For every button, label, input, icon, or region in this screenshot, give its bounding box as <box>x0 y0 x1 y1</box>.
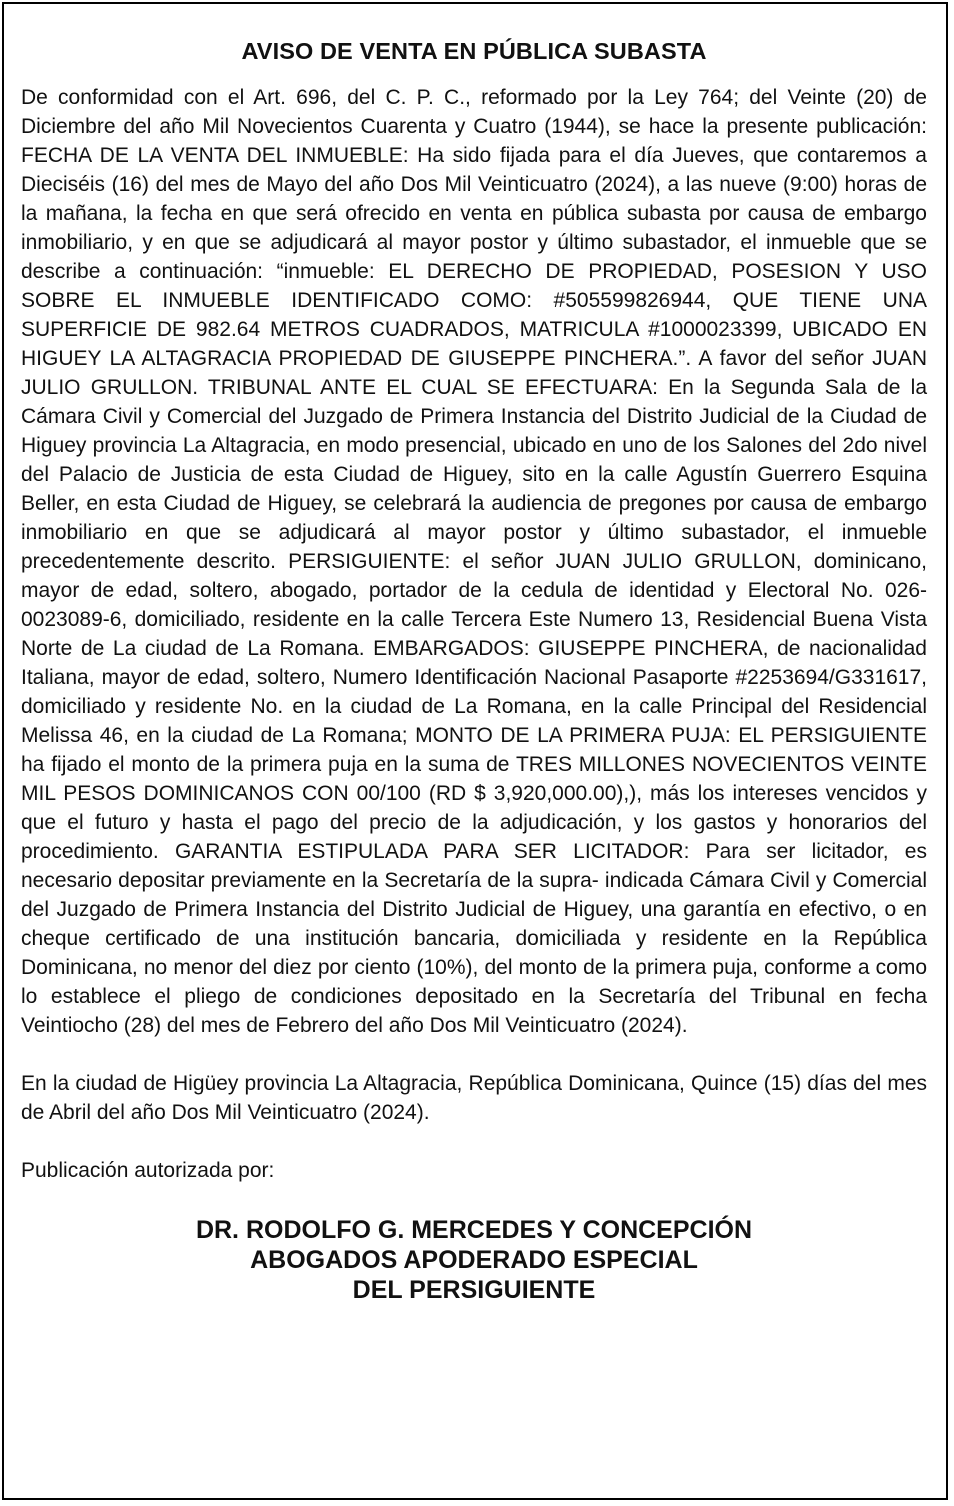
authorized-by-label: Publicación autorizada por: <box>21 1159 275 1182</box>
signature-line-1: DR. RODOLFO G. MERCEDES Y CONCEPCIÓN <box>195 1216 753 1244</box>
place-date-paragraph: En la ciudad de Higüey provincia La Altagracia, República Dominicana, Quince (15) días del mes de Abril del año Dos Mil Veinticuatro (2024). <box>21 1072 927 1124</box>
signature-line-2: ABOGADOS APODERADO ESPECIAL <box>250 1246 698 1274</box>
notice-content <box>21 38 927 1305</box>
paragraph-spacer <box>21 1040 927 1069</box>
notice-title: AVISO DE VENTA EN PÚBLICA SUBASTA <box>241 38 707 64</box>
notice-body: De conformidad con el Art. 696, del C. P. C., reformado por la Ley 764; del Veinte (20) de Diciembre del año Mil Novecientos Cuarenta y Cuatro (1944), se hace la presente publicación: FECHA DE LA VENTA DEL INMUEBLE: Ha sido fijada para el día Jueves, que contaremos a Dieciséis (16) del mes de Mayo del año Dos Mil Veinticuatro (2024), a las nueve (9:00) horas de la mañana, la fecha en que será ofrecido en venta en pública subasta por causa de embargo inmobiliario, y en que se adjudicará al mayor postor y último subastador, el inmueble que se describe a continuación: “inmueble: EL DERECHO DE PROPIEDAD, POSESION Y USO SOBRE EL INMUEBLE IDENTIFICADO COMO: #505599826944, QUE TIENE UNA SUPERFICIE DE 982.64 METROS CUADRADOS, MATRICULA #1000023399, UBICADO EN HIGUEY LA ALTAGRACIA PROPIEDAD DE GIUSEPPE PINCHERA.”. A favor del señor JUAN JULIO GRULLON. TRIBUNAL ANTE EL CUAL SE EFECTUARA: En la Segunda Sala de la Cámara Civil y Comercial del Juzgado de Primera Instancia del Distrito Judicial de la Ciudad de Higuey provincia La Altagracia, en modo presencial, ubicado en uno de los Salones del 2do nivel del Palacio de Justicia de esta Ciudad de Higuey, sito en la calle Agustín Guerrero Esquina Beller, en esta Ciudad de Higuey, se celebrará la audiencia de pregones por causa de embargo inmobiliario en que se adjudicará al mayor postor y último subastador, el inmueble precedentemente descrito. PERSIGUIENTE: el señor JUAN JULIO GRULLON, dominicano, mayor de edad, soltero, abogado, portador de la cedula de identidad y Electoral No. 026-0023089-6, domiciliado, residente en la calle Tercera Este Numero 13, Residencial Buena Vista Norte de La ciudad de La Romana. EMBARGADOS: GIUSEPPE PINCHERA, de nacionalidad Italiana, mayor de edad, soltero, Numero Identificación Nacional Pasaporte #2253694/G331617, domiciliado y residente No. en la ciudad de La Romana, en la calle Principal del Residencial Melissa 46, en la ciudad de La Romana; MONTO DE LA PRIMERA PUJA: EL PERSIGUIENTE ha fijado el monto de la primera puja en la suma de TRES MILLONES NOVECIENTOS VEINTE MIL PESOS DOMINICANOS CON 00/100 (RD $ 3,920,000.00),), más los intereses vencidos y que el futuro y hasta el pago del precio de la adjudicación, y los gastos y honorarios del procedimiento. GARANTIA ESTIPULADA PARA SER LICITADOR: Para ser licitador, es necesario depositar previamente en la Secretaría de la supra- indicada Cámara Civil y Comercial del Juzgado de Primera Instancia del Distrito Judicial de Higuey, una garantía en efectivo, o en cheque certificado de una institución bancaria, domiciliada y residente en la República Dominicana, no menor del diez por ciento (10%), del monto de la primera puja, conforme a como lo establece el pliego de condiciones depositado en la Secretaría del Tribunal en fecha Veintiocho (28) del mes de Febrero del año Dos Mil Veinticuatro (2024). <box>21 86 927 1037</box>
signature-line-3: DEL PERSIGUIENTE <box>352 1276 596 1304</box>
signature-block <box>21 1215 927 1305</box>
paragraph-spacer <box>21 1127 927 1156</box>
